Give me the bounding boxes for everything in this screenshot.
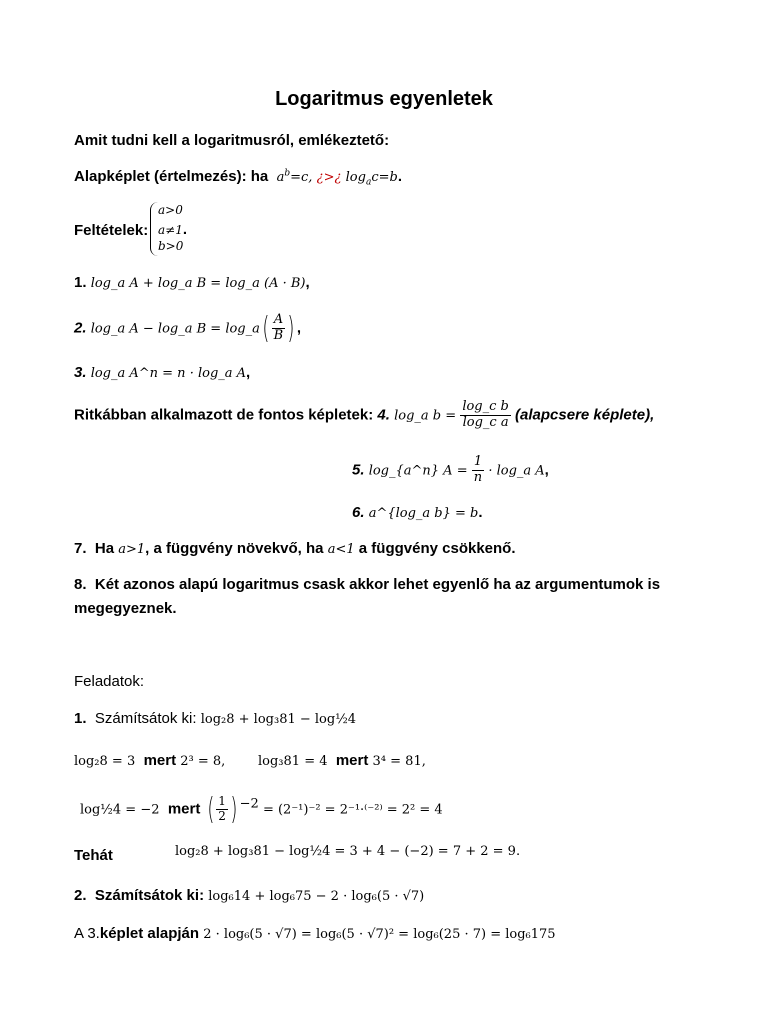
page-title: Logaritmus egyenletek: [275, 88, 493, 110]
feladatok-heading: Feladatok:: [74, 673, 145, 690]
rule-5: 5. log_{a^n} A = $\frac{1}{n}$ · log_a A,: [352, 454, 549, 485]
alapkeplet-line: Alapképlet (értelmezés): ha $a^b=c$, ¿>¿ $\log_ac=b$.: [74, 168, 402, 188]
ritkabban-label: Ritkábban alkalmazott de fontos képletek:: [74, 406, 374, 424]
alapkeplet-ha: ha: [250, 168, 269, 185]
rule-3: 3. log_a A^n = n · log_a A,: [74, 364, 251, 381]
task-1-step-3: log½4 = −2 mert ( $\frac{1}{2}$ ) $^{-2}$ = (2⁻¹)⁻² = 2⁻¹·⁽⁻²⁾ = 2² = 4: [80, 792, 443, 827]
task-1-step-2: log₃81 = 4 mert 3⁴ = 81,: [258, 752, 426, 769]
rule-7: 7. Ha a>1, a függvény növekvő, ha a<1 a függvény csökkenő.: [74, 540, 516, 557]
condition-2: a≠1.: [158, 221, 188, 238]
task-2: 2. Számítsátok ki: log₆14 + log₆75 − 2 · log₆(5 · √7): [74, 887, 425, 904]
tehat-expression: log₂8 + log₃81 − log½4 = 3 + 4 − (−2) = 7 + 2 = 9.: [175, 842, 521, 859]
rule-2: 2. log_a A − log_a B = log_a( $\frac{A}{B}$ ) ,: [74, 311, 302, 346]
task-1: 1. Számítsátok ki: log₂8 + log₃81 − log½4: [74, 710, 357, 727]
rule-4-line: Ritkábban alkalmazott de fontos képletek: 4. log_a b = $\frac{\text{log\_c b}}{\text{log\_c a}}$ (alapcsere képlete),: [74, 399, 655, 430]
alapkeplet-red: ¿>¿: [316, 170, 342, 185]
alapcsere-note: (alapcsere képlete),: [515, 406, 655, 424]
alapkeplet-expr1: $a^b=c$,: [276, 168, 313, 185]
alapkeplet-expr2: $\log_ac=b$: [345, 170, 398, 188]
rule-8-line1: 8. Két azonos alapú logaritmus csask akkor lehet egyenlő ha az argumentumok is: [74, 576, 661, 593]
rule-6: 6. a^{log_a b} = b.: [352, 504, 483, 521]
intro-heading: Amit tudni kell a logaritmusról, emlékeztető:: [74, 132, 390, 149]
rule-8-line2: megegyeznek.: [74, 600, 177, 617]
condition-1: a>0: [158, 203, 183, 217]
alapkeplet-label: Alapképlet (értelmezés):: [74, 168, 247, 185]
rule-1: 1. log_a A + log_a B = log_a (A · B),: [74, 274, 310, 291]
a3-line: A 3.képlet alapján 2 · log₆(5 · √7) = log₆(5 · √7)² = log₆(25 · 7) = log₆175: [74, 925, 556, 942]
feltetelek-label: Feltételek:: [74, 222, 149, 239]
tehat-line: Tehát: [74, 847, 113, 864]
task-1-step-1: log₂8 = 3 mert 2³ = 8,: [74, 752, 226, 769]
condition-3: b>0: [158, 239, 184, 253]
